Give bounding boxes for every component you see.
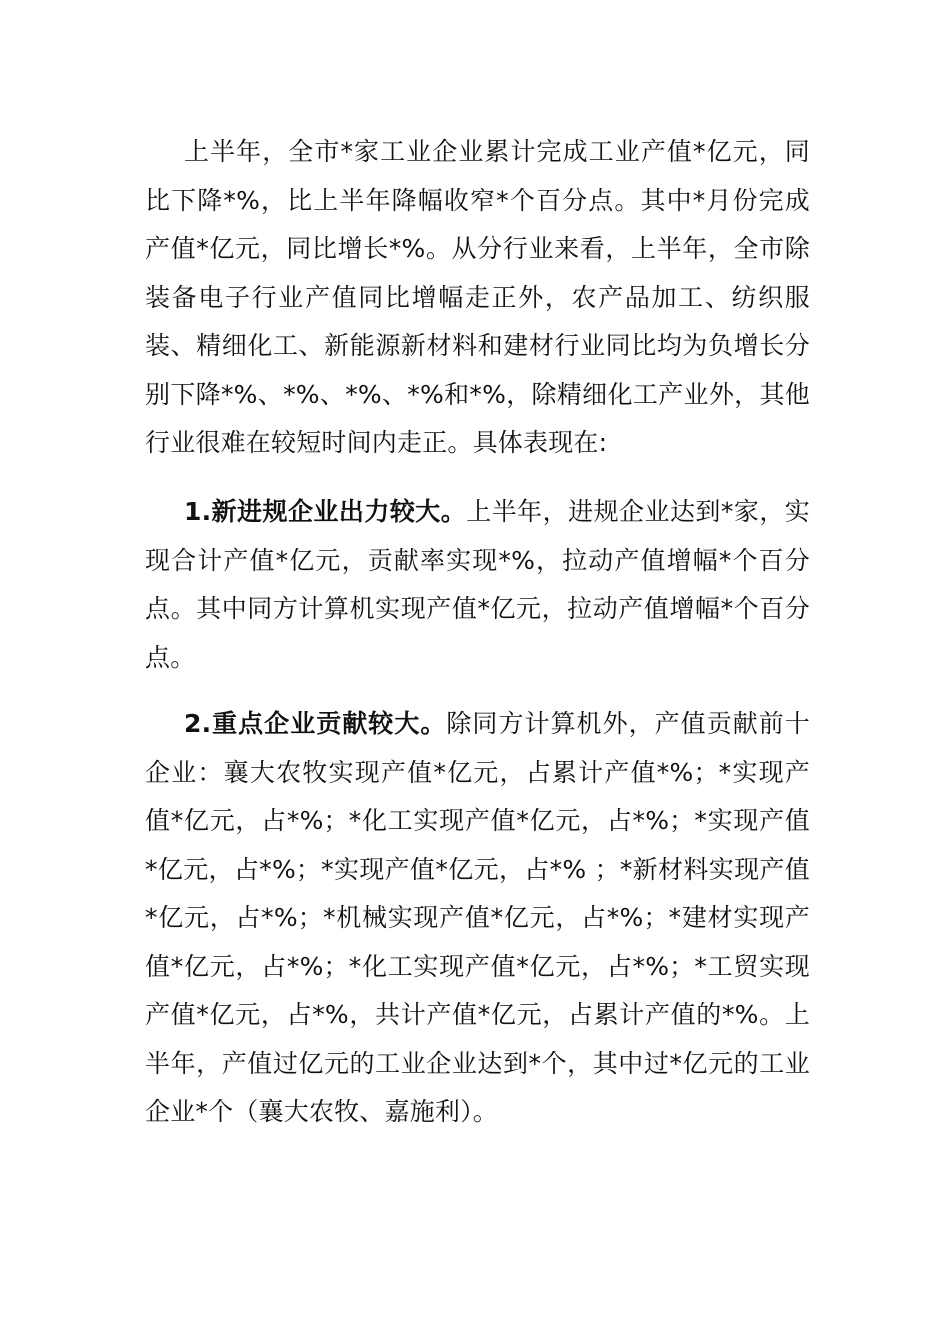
paragraph-new-enterprises-text: 上半年，进规企业达到*家，实现合计产值*亿元，贡献率实现*%，拉动产值增幅*个百分点。其中同方计算机实现产值*亿元，拉动产值增幅*个百分点。 <box>145 497 810 672</box>
paragraph-overview <box>145 128 810 468</box>
paragraph-key-enterprises <box>145 700 810 1137</box>
paragraph-key-enterprises-text: 除同方计算机外，产值贡献前十企业：襄大农牧实现产值*亿元，占累计产值*%；*实现产值*亿元，占*%；*化工实现产值*亿元，占*%；*实现产值*亿元，占*%；*实现产值*亿元，占*% ；*新材料实现产值*亿元，占*%；*机械实现产值*亿元，占*%；*建材实现产值*亿元，占*%；*化工实现产值*亿元，占*%；*工贸实现产值*亿元，占*%，共计产值*亿元，占累计产值的*%。上半年，产值过亿元的工业企业达到*个，其中过*亿元的工业企业*个（襄大农牧、嘉施利）。 <box>145 709 810 1126</box>
paragraph-overview-text: 上半年，全市*家工业企业累计完成工业产值*亿元，同比下降*%，比上半年降幅收窄*个百分点。其中*月份完成产值*亿元，同比增长*%。从分行业来看，上半年，全市除装备电子行业产值同比增幅走正外，农产品加工、纺织服装、精细化工、新能源新材料和建材行业同比均为负增长分别下降*%、*%、*%、*%和*%，除精细化工产业外，其他行业很难在较短时间内走正。具体表现在: <box>145 137 810 457</box>
paragraph-new-enterprises-heading: 1.新进规企业出力较大。 <box>184 497 467 526</box>
paragraph-key-enterprises-heading: 2.重点企业贡献较大。 <box>184 709 447 738</box>
paragraph-new-enterprises <box>145 488 810 682</box>
